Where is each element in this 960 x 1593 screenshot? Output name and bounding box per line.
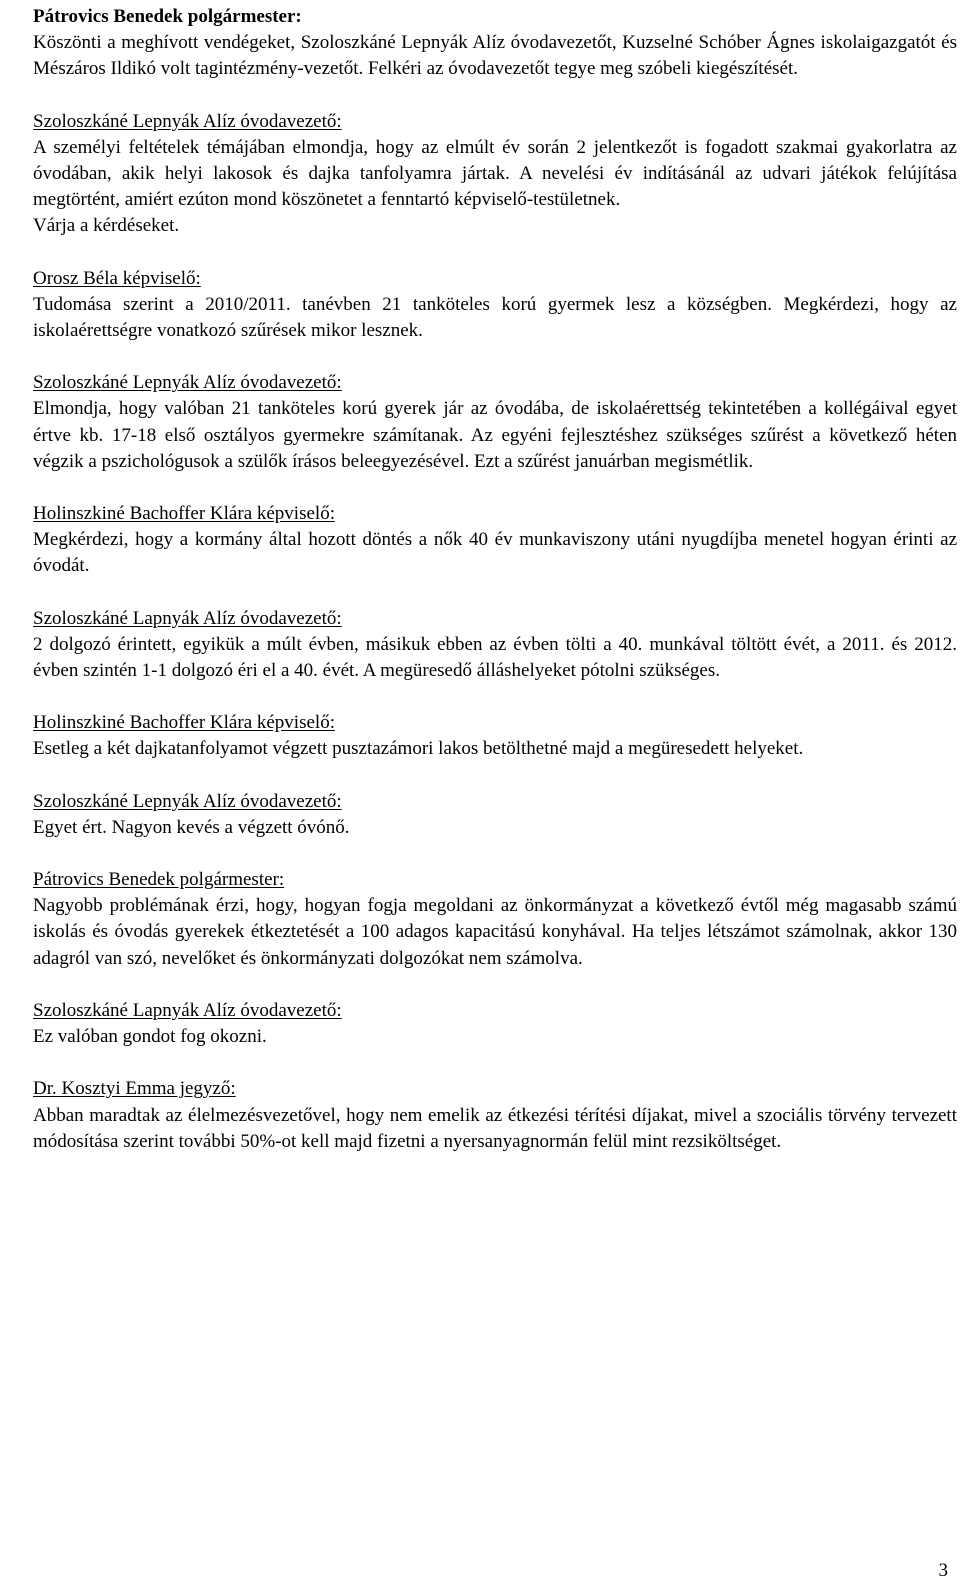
minutes-entry	[33, 1076, 957, 1155]
minutes-entry	[33, 266, 957, 345]
minutes-entry	[33, 370, 957, 475]
speaker-name: Szoloszkáné Lepnyák Alíz óvodavezető:	[33, 790, 342, 812]
speaker-name: Orosz Béla képviselő:	[33, 267, 201, 289]
speaker-name: Dr. Kosztyi Emma jegyző:	[33, 1078, 236, 1100]
minutes-entry	[33, 789, 957, 841]
statement-text: A személyi feltételek témájában elmondja, hogy az elmúlt év során 2 jelentkezőt is fogadott szakmai gyakorlatra az óvodában, akik helyi lakosok és dajka tanfolyamra jártak. A nevelési év indításánál az udvari játékok felújítása megtörtént, amiért ezúton mond köszönetet a fenntartó képviselő-testületnek.	[33, 136, 957, 211]
speaker-name: Szoloszkáné Lapnyák Alíz óvodavezető:	[33, 999, 342, 1021]
statement-text: Megkérdezi, hogy a kormány által hozott döntés a nők 40 év munkaviszony utáni nyugdíjba menetel hogyan érinti az óvodát.	[33, 529, 957, 577]
statement-text: 2 dolgozó érintett, egyikük a múlt évben, másikuk ebben az évben tölti a 40. munkával töltött évét, a 2011. és 2012. évben szintén 1-1 dolgozó éri el a 40. évét. A megüresedő álláshelyeket pótolni szükséges.	[33, 633, 957, 682]
speaker-name: Pátrovics Benedek polgármester:	[33, 869, 285, 891]
minutes-entry	[33, 867, 957, 972]
speaker-name: Szoloszkáné Lapnyák Alíz óvodavezető:	[33, 607, 342, 629]
minutes-entry	[33, 109, 957, 240]
speaker-name: Szoloszkáné Lepnyák Alíz óvodavezető:	[33, 110, 342, 132]
statement-text: Köszönti a meghívott vendégeket, Szoloszkáné Lepnyák Alíz óvodavezetőt, Kuzselné Schóber Ágnes iskolaigazgatót és Mészáros Ildikó volt tagintézmény-vezetőt. Felkéri az óvodavezetőt tegye meg szóbeli kiegészítését.	[33, 32, 957, 80]
speaker-name: Szoloszkáné Lepnyák Alíz óvodavezető:	[33, 372, 342, 394]
statement-text: Esetleg a két dajkatanfolyamot végzett pusztazámori lakos betölthetné majd a megüresedett helyeket.	[33, 738, 804, 760]
speaker-name: Holinszkiné Bachoffer Klára képviselő:	[33, 712, 335, 734]
minutes-entry	[33, 606, 957, 685]
statement-text-extra: Várja a kérdéseket.	[33, 215, 180, 237]
minutes-entry	[33, 710, 957, 762]
minutes-entry	[33, 998, 957, 1050]
page-number: 3	[938, 1560, 948, 1581]
statement-text: Egyet ért. Nagyon kevés a végzett óvónő.	[33, 816, 350, 838]
minutes-entry	[33, 4, 957, 83]
statement-text: Elmondja, hogy valóban 21 tanköteles korú gyerek jár az óvodába, de iskolaérettség tekintetében a kollégáival egyet értve kb. 17-18 első osztályos gyermekre számítanak. Az egyéni fejlesztéshez szükséges szűrést a következő héten végzik a pszichológusok a szülők írásos beleegyezésével. Ezt a szűrést januárban megismétlik.	[33, 398, 957, 472]
speaker-name: Pátrovics Benedek polgármester:	[33, 6, 302, 27]
statement-text: Tudomása szerint a 2010/2011. tanévben 21 tanköteles korú gyermek lesz a községben. Megkérdezi, hogy az iskolaérettségre vonatkozó szűrések mikor lesznek.	[33, 293, 957, 342]
statement-text: Nagyobb problémának érzi, hogy, hogyan fogja megoldani az önkormányzat a következő évtől még magasabb számú iskolás és óvodás gyerekek étkeztetését a 100 adagos kapacitású konyhával. Ha teljes létszámot számolnak, akkor 130 adagról van szó, nevelőket és önkormányzati dolgozókat nem számolva.	[33, 895, 957, 969]
speaker-name: Holinszkiné Bachoffer Klára képviselő:	[33, 503, 335, 525]
minutes-content	[33, 4, 957, 1181]
statement-text: Abban maradtak az élelmezésvezetővel, hogy nem emelik az étkezési térítési díjakat, mivel a szociális törvény tervezett módosítása szerint további 50%-ot kell majd fizetni a nyersanyagnormán felül mint rezsiköltséget.	[33, 1104, 957, 1152]
statement-text: Ez valóban gondot fog okozni.	[33, 1026, 267, 1048]
minutes-entry	[33, 501, 957, 580]
